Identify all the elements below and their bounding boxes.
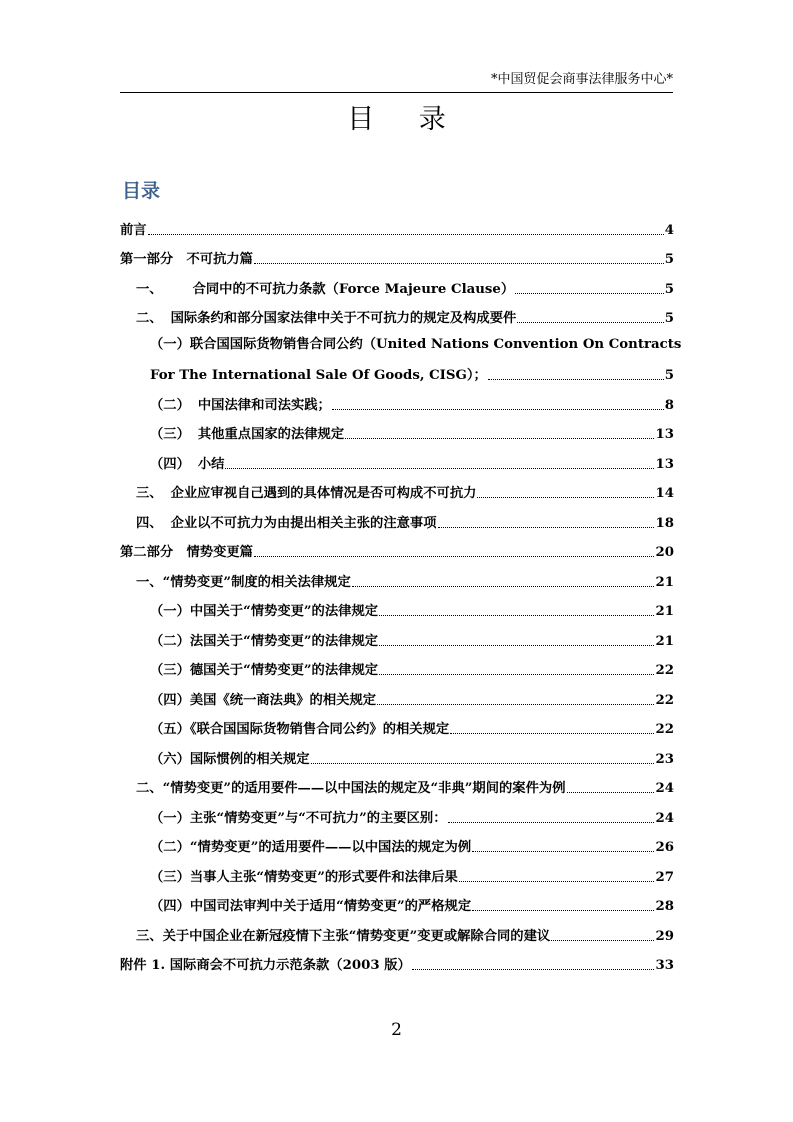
toc-page-number: 5 [664, 252, 674, 267]
dot-leader [379, 645, 654, 646]
toc-page-number: 21 [655, 574, 674, 590]
dot-leader [352, 586, 655, 587]
toc-entry-text: 中国法律和司法实践； [197, 397, 331, 413]
toc-entry-2-2-1[interactable] [120, 797, 674, 827]
dot-leader [412, 969, 655, 970]
toc-page-number: 8 [664, 397, 674, 413]
toc-entry-1-2[interactable] [120, 298, 674, 328]
toc-entry-text: 合同中的不可抗力条款（Force Majeure Clause） [192, 281, 515, 297]
toc-page-number: 13 [655, 427, 674, 442]
toc-entry-1-2-1[interactable] [120, 327, 682, 384]
toc-entry-number: （一） [150, 337, 190, 352]
toc-entry-preface[interactable] [120, 209, 674, 239]
dot-leader [379, 674, 654, 675]
dot-leader [477, 497, 654, 498]
toc-entry-number: （三） [150, 427, 190, 442]
toc-entry-1-4[interactable] [120, 502, 674, 532]
toc-page-number: 22 [655, 722, 674, 737]
toc-entry-text: 企业以不可抗力为由提出相关主张的注意事项 [170, 515, 437, 531]
dot-leader [225, 468, 654, 469]
toc-entry-text: 小结 [197, 456, 225, 472]
toc-entry-number: 三、 [136, 486, 163, 501]
toc-entry-label [136, 485, 476, 502]
dot-leader [377, 704, 654, 705]
toc-entry-2-1[interactable] [120, 561, 674, 591]
dot-leader [472, 851, 654, 852]
toc-entry-label [136, 515, 437, 532]
dot-leader [148, 234, 664, 235]
toc-entry-label: （一）中国关于“情势变更”的法律规定 [150, 604, 379, 619]
dot-leader [379, 615, 654, 616]
dot-leader [345, 438, 654, 439]
toc-entry-2-1-2[interactable] [120, 620, 674, 650]
toc-page-number: 28 [655, 899, 674, 914]
toc-entry-label: 一、“情势变更”制度的相关法律规定 [136, 574, 351, 590]
dot-leader [517, 322, 663, 323]
toc-entry-2-1-4[interactable] [120, 679, 674, 709]
toc-entry-2-2-2[interactable] [120, 827, 674, 857]
dot-leader [472, 910, 654, 911]
toc-entry-1-2-2[interactable] [120, 384, 674, 414]
toc-entry-1-3[interactable] [120, 473, 674, 503]
toc-entry-1-2-4[interactable] [120, 443, 674, 473]
toc-page-number: 21 [655, 604, 674, 619]
dot-leader [567, 792, 655, 793]
toc-page-number: 13 [655, 456, 674, 472]
dot-leader [448, 822, 655, 823]
page-number: 2 [391, 1020, 402, 1040]
toc-page-number: 5 [664, 281, 674, 297]
toc-page-number: 27 [655, 869, 674, 885]
toc-entry-text: 企业应审视自己遇到的具体情况是否可构成不可抗力 [170, 486, 477, 501]
toc-page-number: 24 [655, 781, 674, 796]
toc-entry-label: 前言 [120, 222, 147, 238]
toc-entry-text: 其他重点国家的法律规定 [197, 427, 345, 442]
toc-page-number: 26 [655, 840, 674, 855]
toc-page-number: 24 [655, 810, 674, 826]
toc-page-number: 5 [664, 368, 674, 383]
toc-entry-label: （四）中国司法审判中关于适用“情势变更”的严格规定 [150, 899, 472, 914]
toc-entry-appendix-1[interactable] [120, 945, 674, 975]
dot-leader [515, 293, 664, 294]
toc-entry-2-2[interactable] [120, 768, 674, 798]
toc-page-number: 23 [655, 751, 674, 767]
toc-entry-2-2-3[interactable] [120, 856, 674, 886]
toc-page-number: 18 [655, 515, 674, 531]
toc-entry-2-1-5[interactable] [120, 709, 674, 739]
toc-entry-1-2-3[interactable] [120, 414, 674, 444]
toc-entry-label: 三、关于中国企业在新冠疫情下主张“情势变更”变更或解除合同的建议 [136, 928, 551, 944]
dot-leader [551, 940, 654, 941]
toc-entry-label: （三）当事人主张“情势变更”的形式要件和法律后果 [150, 869, 458, 885]
toc-entry-2-2-4[interactable] [120, 886, 674, 916]
dot-leader [254, 263, 664, 264]
toc-page-number: 5 [664, 311, 674, 326]
toc-heading: 目录 [122, 180, 161, 202]
toc-entry-label: （三）德国关于“情势变更”的法律规定 [150, 663, 379, 678]
toc-page-number: 20 [655, 545, 674, 560]
toc-page-number: 29 [655, 928, 674, 944]
toc-entry-label [136, 281, 514, 298]
toc-page-number: 22 [655, 692, 674, 708]
toc-entry-text: 国际条约和部分国家法律中关于不可抗力的规定及构成要件 [170, 311, 517, 326]
toc-entry-label [150, 456, 224, 473]
toc-entry-number: （四） [150, 456, 190, 472]
toc-entry-text-continued: For The International Sale Of Goods, CISG）； [150, 368, 487, 383]
toc-page-number: 33 [655, 958, 674, 973]
dot-leader [488, 379, 664, 380]
toc-entry-label: 第二部分 情势变更篇 [120, 545, 253, 560]
toc-page-number: 21 [655, 633, 674, 649]
toc-entry-label: （一）主张“情势变更”与“不可抗力”的主要区别： [150, 810, 447, 826]
running-header: *中国贸促会商事法律服务中心* [490, 72, 673, 87]
toc-entry-2-1-1[interactable] [120, 591, 674, 621]
toc-entry-label [150, 397, 331, 414]
dot-leader [311, 763, 655, 764]
dot-leader [332, 409, 664, 410]
toc-entry-label: 附件 1. 国际商会不可抗力示范条款（2003 版） [120, 958, 411, 973]
toc-entry-2-3[interactable] [120, 915, 674, 945]
toc-entry-label: 二、“情势变更”的适用要件——以中国法的规定及“非典”期间的案件为例 [136, 781, 566, 796]
toc-entry-text: 联合国国际货物销售合同公约（United Nations Convention On Contracts [189, 337, 682, 352]
table-of-contents [120, 209, 682, 974]
toc-entry-number: 一、 [136, 281, 163, 297]
dot-leader [254, 556, 655, 557]
toc-entry-label [150, 426, 344, 443]
toc-entry-number: 四、 [136, 515, 163, 531]
toc-entry-label: （五）《联合国国际货物销售合同公约》的相关规定 [150, 722, 450, 737]
toc-page-number: 4 [664, 222, 674, 238]
dot-leader [459, 881, 655, 882]
toc-entry-label: （二）法国关于“情势变更”的法律规定 [150, 633, 379, 649]
toc-entry-number: 二、 [136, 311, 163, 326]
toc-entry-2-1-6[interactable] [120, 738, 674, 768]
toc-entry-2-1-3[interactable] [120, 650, 674, 680]
toc-page-number: 22 [655, 663, 674, 678]
toc-entry-label: （六）国际惯例的相关规定 [150, 751, 310, 767]
toc-entry-part2[interactable] [120, 532, 674, 562]
toc-page-number: 14 [655, 486, 674, 501]
header-rule [120, 92, 673, 93]
toc-entry-label: 第一部分 不可抗力篇 [120, 252, 253, 267]
dot-leader [450, 733, 654, 734]
page-title: 目 录 [347, 104, 464, 135]
toc-entry-number: （二） [150, 397, 190, 413]
toc-entry-label: （二）“情势变更”的适用要件——以中国法的规定为例 [150, 840, 472, 855]
toc-entry-part1[interactable] [120, 239, 674, 269]
toc-entry-label: （四）美国《统一商法典》的相关规定 [150, 692, 377, 708]
dot-leader [438, 527, 655, 528]
toc-entry-label [136, 310, 516, 327]
toc-entry-1-1[interactable] [120, 268, 674, 298]
